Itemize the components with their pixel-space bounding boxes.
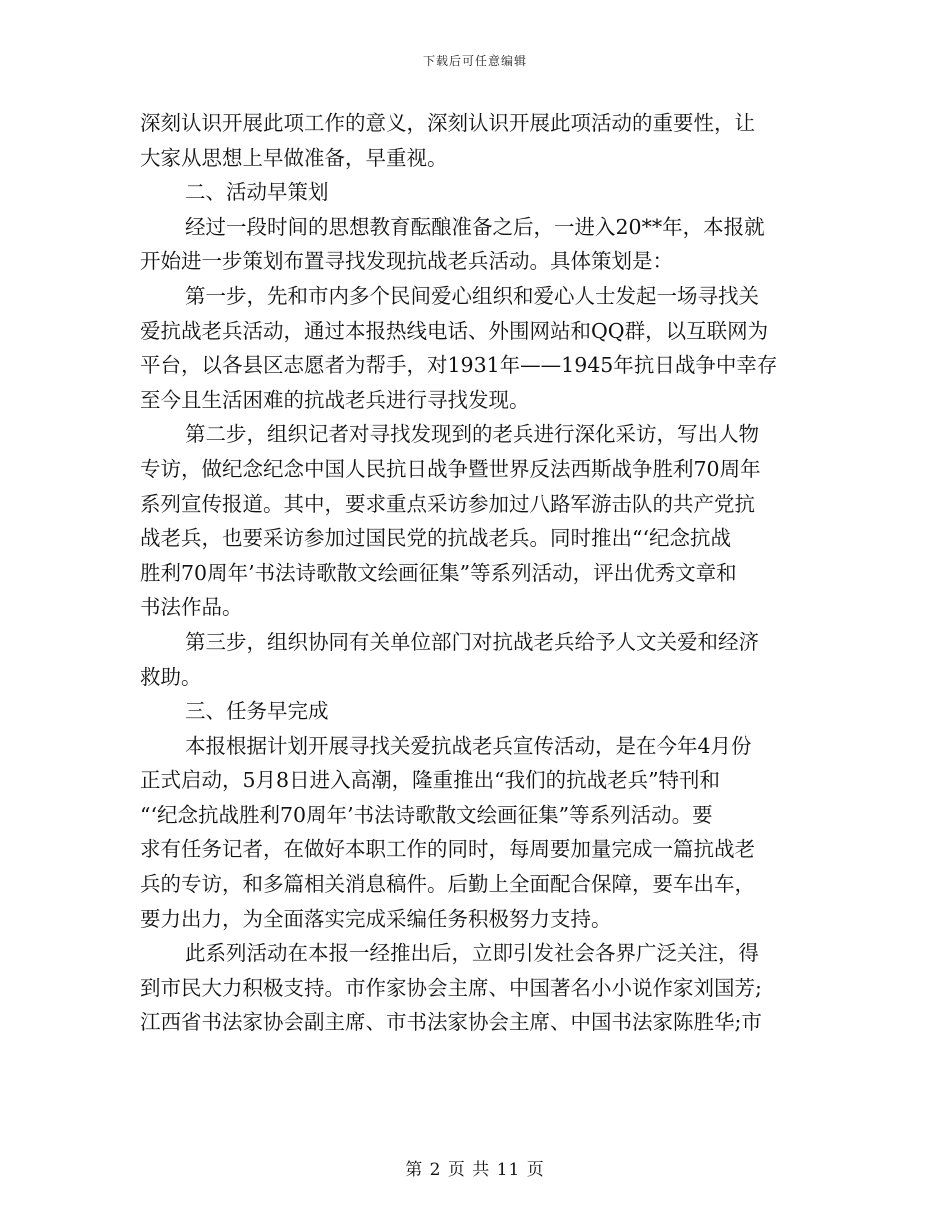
- text-line: 求有任务记者，在做好本职工作的同时，每周要加量完成一篇抗战老: [140, 837, 755, 862]
- text-line: “‘纪念抗战胜利70周年’书法诗歌散文绘画征集”等系列活动。要: [140, 802, 713, 827]
- text-line: 第一步，先和市内多个民间爱心组织和爱心人士发起一场寻找关: [185, 283, 759, 308]
- text-line: 要力出力，为全面落实完成采编任务积极努力支持。: [140, 906, 612, 931]
- text-line: 本报根据计划开展寻找关爱抗战老兵宣传活动，是在今年4月份: [185, 733, 752, 758]
- text-line: 深刻认识开展此项工作的意义，深刻认识开展此项活动的重要性，让: [140, 111, 755, 135]
- section-heading: 二、活动早策划: [185, 180, 329, 205]
- text-line: 此系列活动在本报一经推出后，立即引发社会各界广泛关注，得: [185, 941, 759, 966]
- text-line: 经过一段时间的思想教育酝酿准备之后，一进入20**年，本报就: [185, 214, 765, 239]
- text-line: 第三步，组织协同有关单位部门对抗战老兵给予人文关爱和经济: [185, 629, 759, 654]
- section-heading: 三、任务早完成: [185, 699, 329, 724]
- text-line: 系列宣传报道。其中，要求重点采访参加过八路军游击队的共产党抗: [140, 491, 755, 516]
- text-line: 正式启动，5月8日进入高潮，隆重推出“我们的抗战老兵”特刊和: [140, 768, 721, 793]
- document-body: [140, 106, 810, 1040]
- text-line: 救助。: [140, 664, 202, 689]
- text-line: 至今且生活困难的抗战老兵进行寻找发现。: [140, 387, 530, 412]
- text-line: 到市民大力积极支持。市作家协会主席、中国著名小小说作家刘国芳;: [140, 975, 762, 1000]
- text-line: 第二步，组织记者对寻找发现到的老兵进行深化采访，写出人物: [185, 422, 759, 447]
- text-line: 大家从思想上早做准备，早重视。: [140, 145, 448, 170]
- header-note: 下载后可任意编辑: [422, 54, 527, 68]
- text-line: 爱抗战老兵活动，通过本报热线电话、外围网站和QQ群，以互联网为: [140, 318, 769, 343]
- text-line: 兵的专访，和多篇相关消息稿件。后勤上全面配合保障，要车出车，: [140, 872, 755, 897]
- text-line: 专访，做纪念纪念中国人民抗日战争暨世界反法西斯战争胜利70周年: [140, 456, 761, 481]
- text-line: 书法作品。: [140, 595, 243, 620]
- text-line: 战老兵，也要采访参加过国民党的抗战老兵。同时推出“‘纪念抗战: [140, 526, 731, 551]
- text-line: 开始进一步策划布置寻找发现抗战老兵活动。具体策划是：: [140, 249, 673, 274]
- page-number: 第 2 页 共 11 页: [405, 1160, 545, 1180]
- text-line: 胜利70周年’书法诗歌散文绘画征集”等系列活动，评出优秀文章和: [140, 560, 737, 585]
- text-line: 江西省书法家协会副主席、市书法家协会主席、中国书法家陈胜华;市: [140, 1010, 762, 1035]
- text-line: 平台，以各县区志愿者为帮手，对1931年——1945年抗日战争中幸存: [140, 353, 778, 378]
